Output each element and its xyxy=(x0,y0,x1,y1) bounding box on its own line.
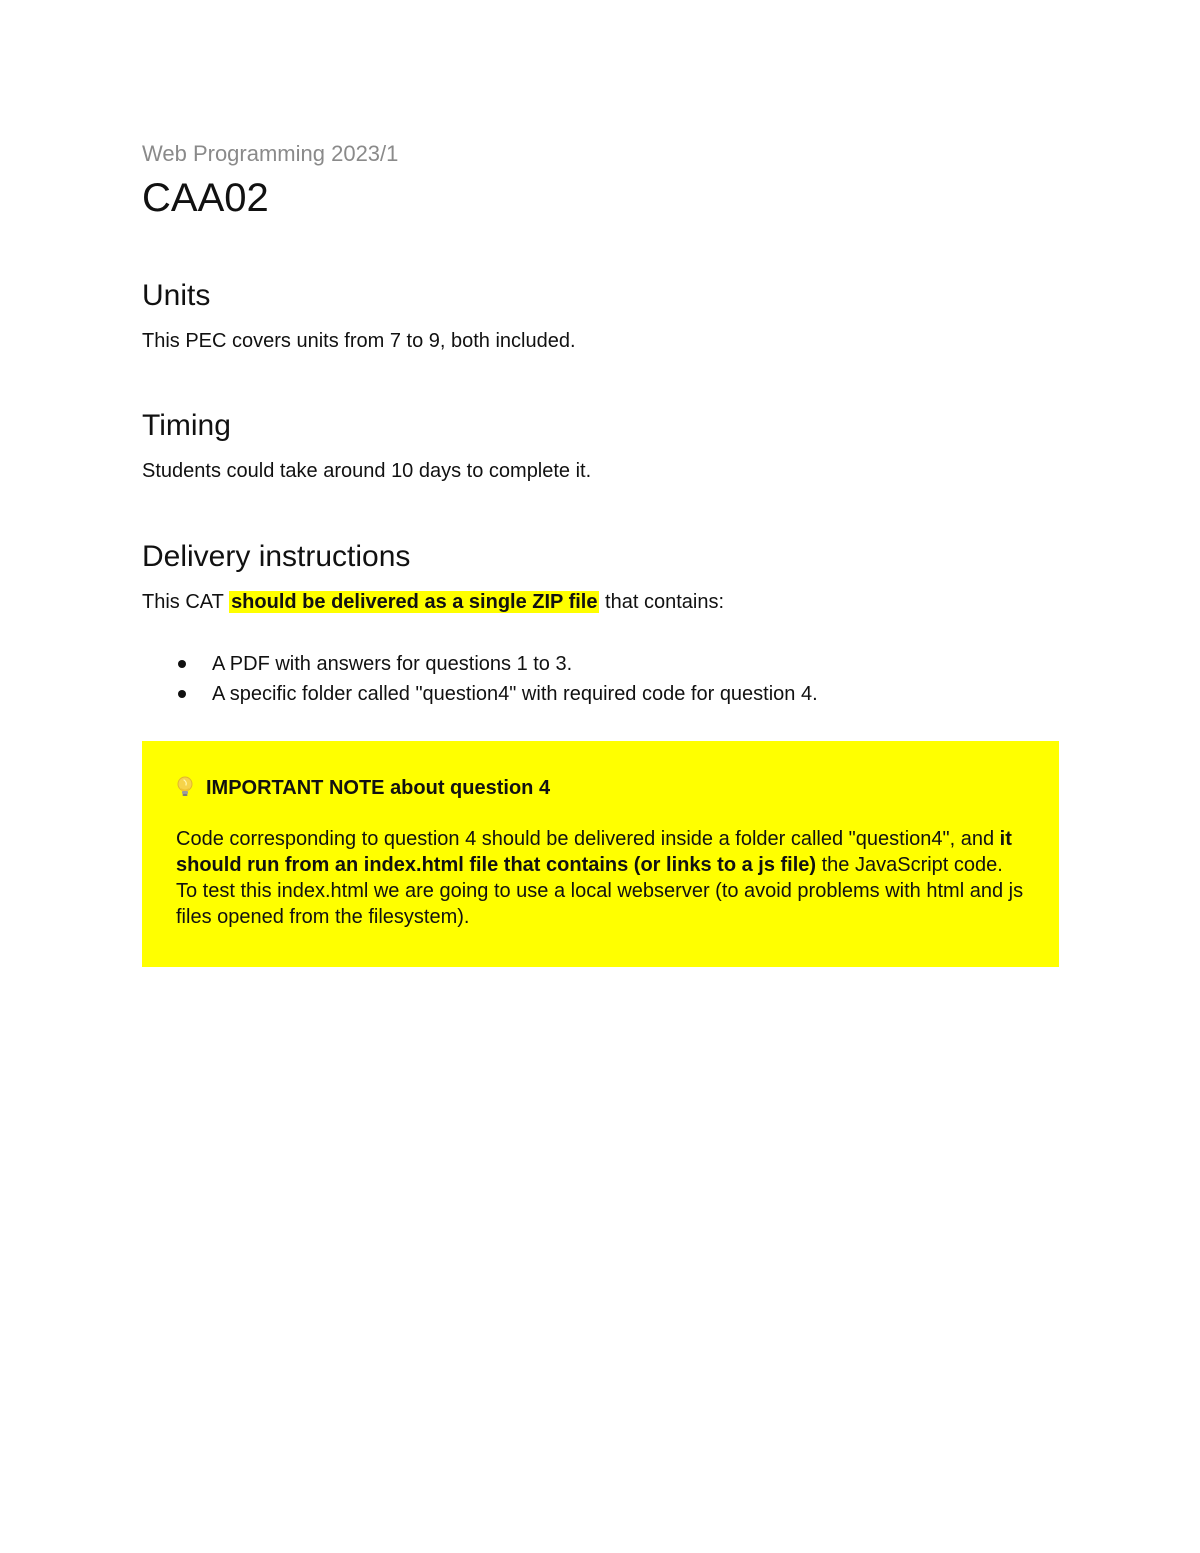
timing-text: Students could take around 10 days to complete it. xyxy=(142,460,592,482)
document-content xyxy=(142,140,1059,967)
bullet-icon xyxy=(178,660,186,668)
delivery-item-text: A PDF with answers for questions 1 to 3. xyxy=(212,653,573,675)
delivery-items-list xyxy=(142,649,1059,709)
important-note-title: IMPORTANT NOTE about question 4 xyxy=(206,777,551,799)
important-note-title-row xyxy=(176,775,1025,801)
document-subtitle: Web Programming 2023/1 xyxy=(142,141,399,166)
important-note-emphasis: it should run from an index.html file that contains (or links to a js file) xyxy=(176,828,1012,876)
important-note-text-end: the JavaScript code. To test this index.html we are going to use a local webserver (to avoid problems with html and js files opened from the filesystem). xyxy=(176,854,1024,928)
zip-file-highlight: should be delivered as a single ZIP file xyxy=(231,591,598,613)
important-note-text-start: Code corresponding to question 4 should be delivered inside a folder called "question4", and xyxy=(176,828,1000,850)
delivery-instructions-heading: Delivery instructions xyxy=(142,540,411,573)
delivery-intro xyxy=(142,589,1059,615)
list-item xyxy=(142,679,1059,709)
units-heading: Units xyxy=(142,279,211,312)
delivery-item-text: A specific folder called "question4" with required code for question 4. xyxy=(212,683,818,705)
important-note-text xyxy=(176,826,1025,930)
delivery-intro-start: This CAT xyxy=(142,591,230,613)
units-text: This PEC covers units from 7 to 9, both included. xyxy=(142,330,576,352)
lightbulb-icon xyxy=(176,776,194,800)
important-note-callout xyxy=(142,741,1059,967)
bullet-icon xyxy=(178,690,186,698)
document-title: CAA02 xyxy=(142,176,269,220)
list-item xyxy=(142,649,1059,679)
timing-heading: Timing xyxy=(142,409,231,442)
delivery-intro-end: that contains: xyxy=(599,591,725,613)
